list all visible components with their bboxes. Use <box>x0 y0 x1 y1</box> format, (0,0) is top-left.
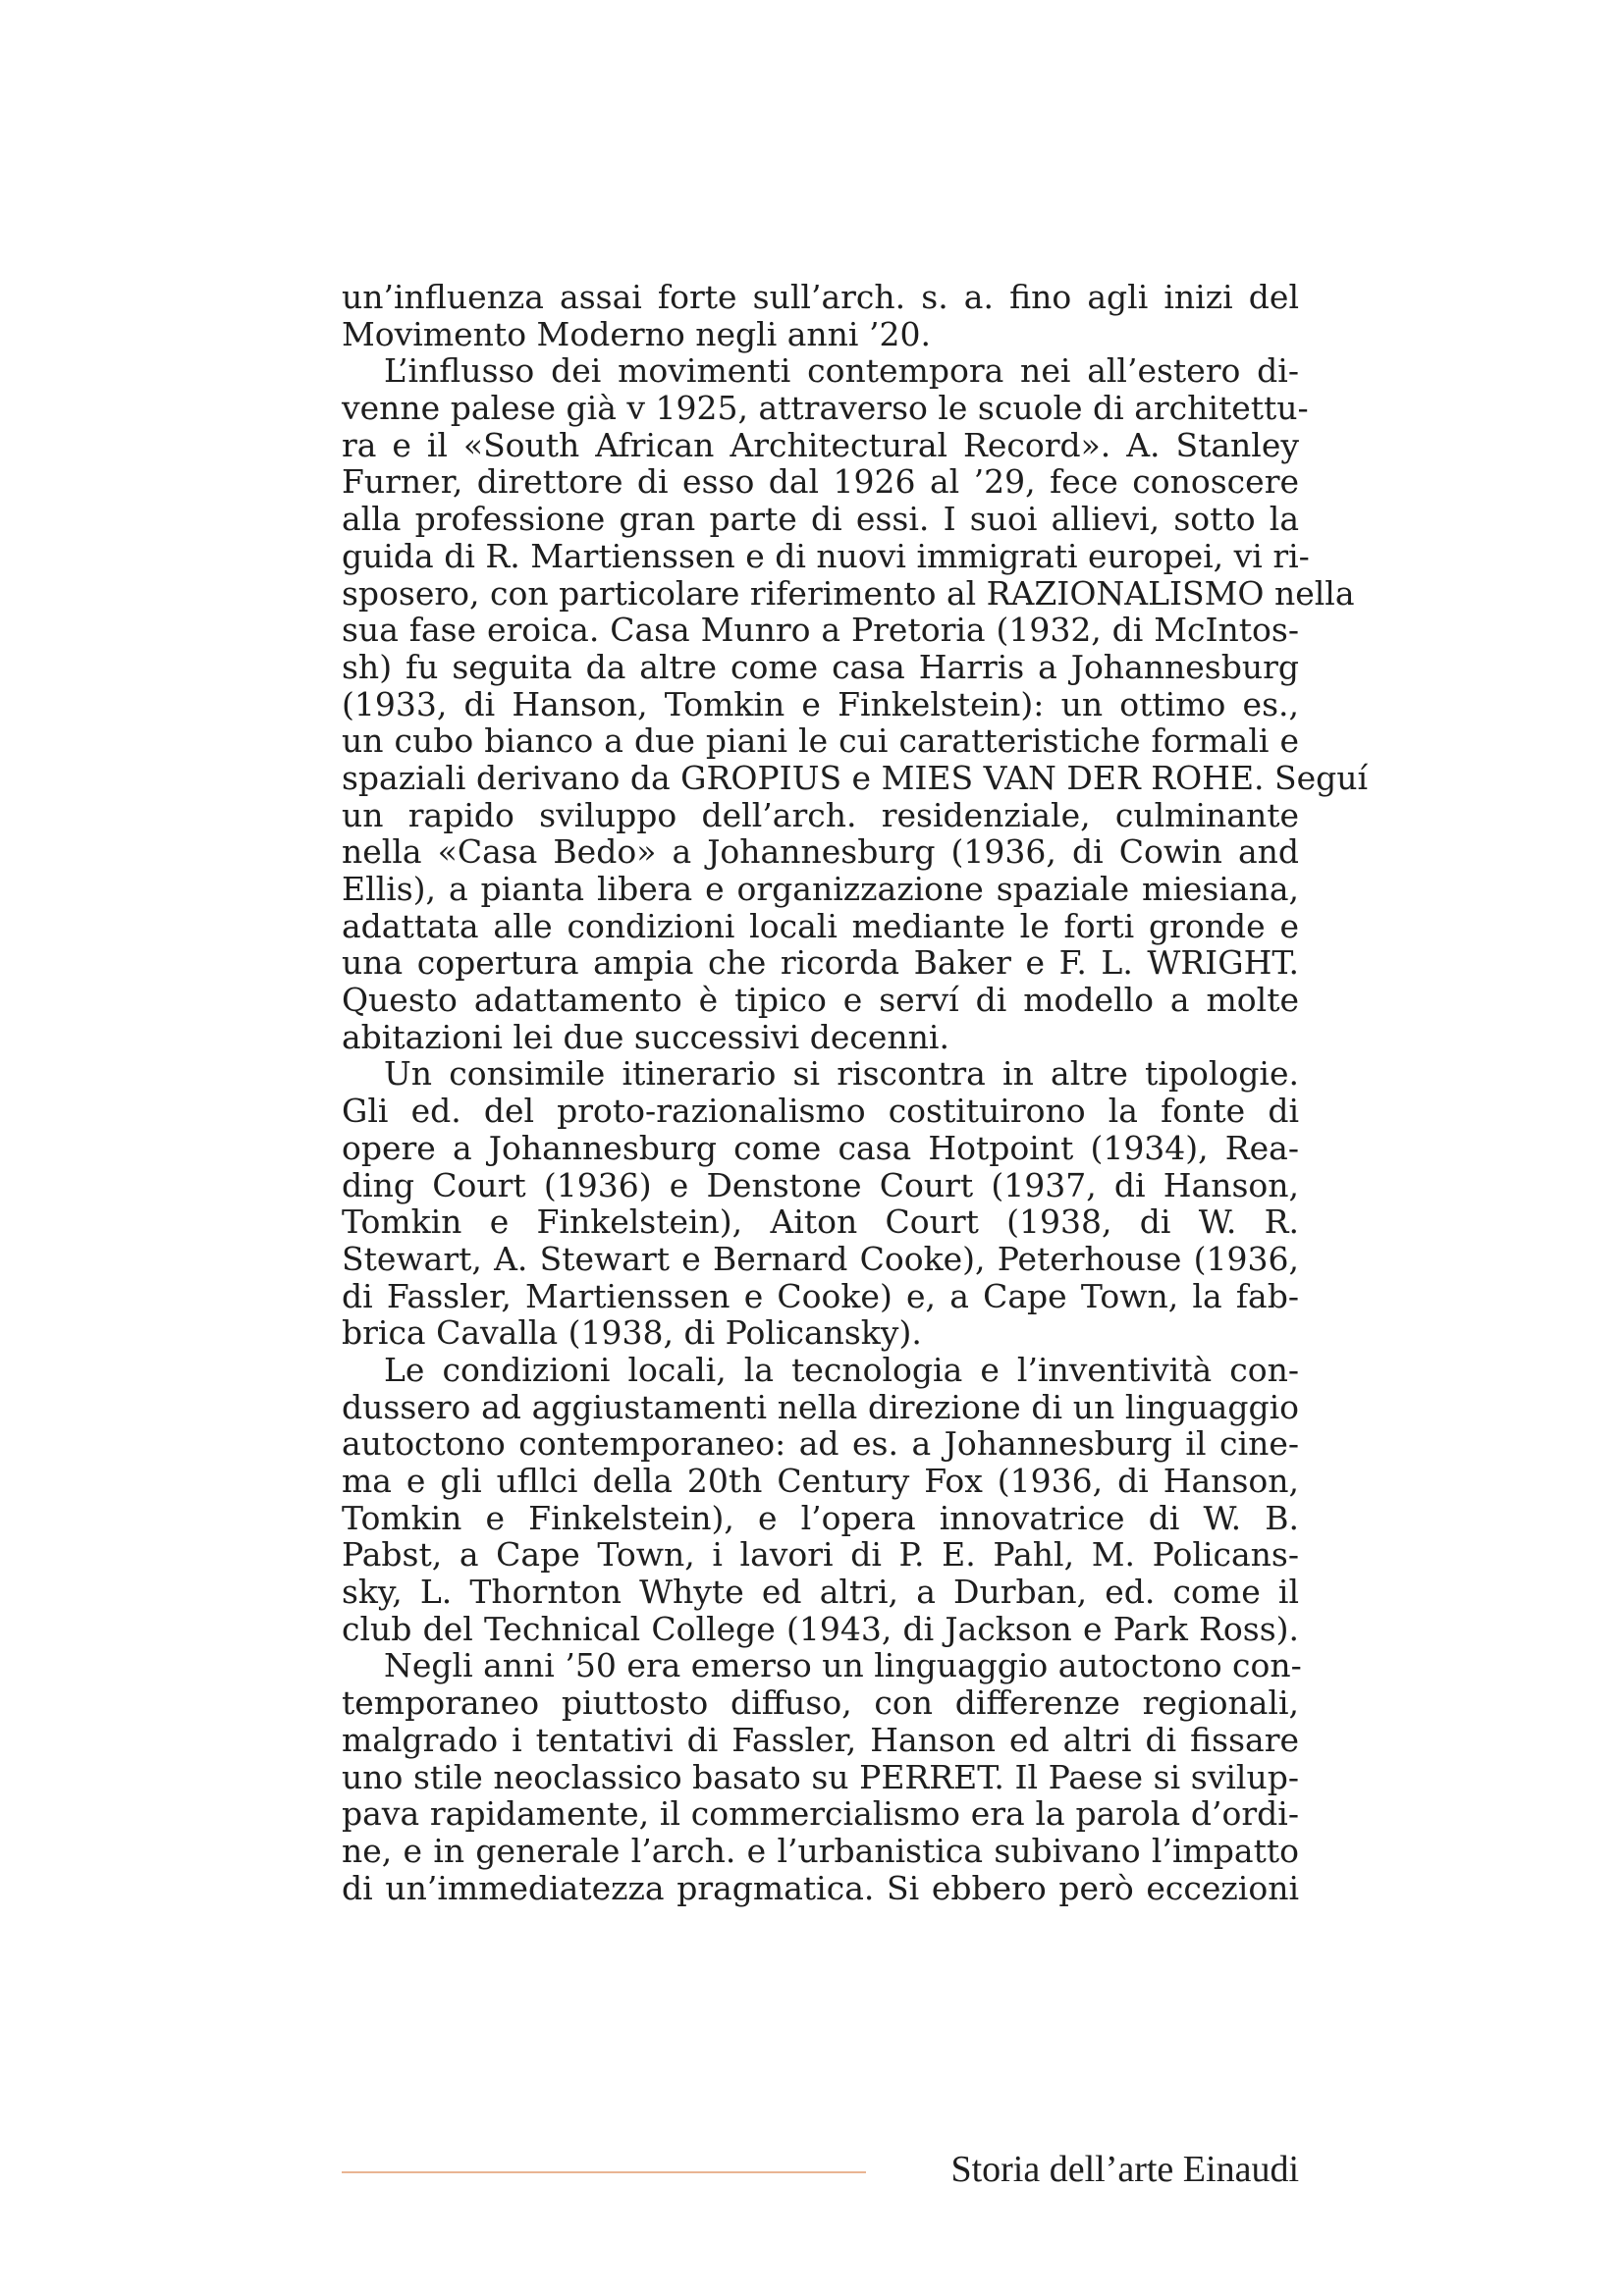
text-line: (1933, di Hanson, Tomkin e Finkelstein): un ottimo es., <box>342 684 1299 723</box>
text-line: una copertura ampia che ricorda Baker e F. L. WRIGHT. <box>342 943 1299 983</box>
text-line: Stewart, A. Stewart e Bernard Cooke), Peterhouse (1936, <box>342 1239 1299 1278</box>
text-line: spaziali derivano da GROPIUS e MIES VAN DER ROHE. Seguí <box>342 758 1369 797</box>
text-line: sky, L. Thornton Whyte ed altri, a Durban, ed. come il <box>342 1573 1299 1612</box>
text-line: uno stile neoclassico basato su PERRET. Il Paese si svilup- <box>342 1757 1299 1796</box>
text-line: club del Technical College (1943, di Jackson e Park Ross). <box>342 1609 1299 1648</box>
text-line: di un’immediatezza pragmatica. Si ebbero però eccezioni <box>342 1868 1299 1907</box>
footer-title: Storia dell’arte Einaudi <box>950 2149 1299 2190</box>
text-line: di Fassler, Martienssen e Cooke) e, a Cape Town, la fab- <box>342 1276 1299 1315</box>
text-line: Questo adattamento è tipico e serví di modello a molte <box>342 981 1299 1020</box>
text-line: opere a Johannesburg come casa Hotpoint (1934), Rea- <box>342 1128 1299 1167</box>
text-line: L’influsso dei movimenti contempora nei all’estero di- <box>384 351 1299 391</box>
text-line: alla professione gran parte di essi. I suoi allievi, sotto la <box>342 500 1299 539</box>
text-line: Un consimile itinerario si riscontra in altre tipologie. <box>384 1054 1299 1094</box>
text-line: ma e gli ufllci della 20th Century Fox (1936, di Hanson, <box>342 1462 1299 1500</box>
text-line: un cubo bianco a due piani le cui caratteristiche formali e <box>342 721 1299 761</box>
text-line: Ellis), a pianta libera e organizzazione spaziale miesiana, <box>342 870 1299 908</box>
text-line: malgrado i tentativi di Fassler, Hanson ed altri di fissare <box>342 1720 1299 1759</box>
text-line: dussero ad aggiustamenti nella direzione di un linguaggio <box>342 1387 1299 1426</box>
text-line: guida di R. Martienssen e di nuovi immigrati europei, vi ri- <box>342 536 1310 575</box>
text-line: abitazioni lei due successivi decenni. <box>342 1017 949 1056</box>
text-line: Gli ed. del proto-razionalismo costituirono la fonte di <box>342 1092 1299 1131</box>
text-line: Movimento Moderno negli anni ’20. <box>342 314 931 353</box>
text-line: Furner, direttore di esso dal 1926 al ’29, fece conoscere <box>342 462 1299 502</box>
text-line: temporaneo piuttosto diffuso, con differenze regionali, <box>342 1683 1299 1723</box>
text-line: sposero, con particolare riferimento al RAZIONALISMO nella <box>342 573 1355 613</box>
text-line: brica Cavalla (1938, di Policansky). <box>342 1313 922 1353</box>
text-line: un rapido sviluppo dell’arch. residenziale, culminante <box>342 795 1299 834</box>
body-text <box>342 278 1369 1907</box>
footer-rule <box>342 2171 866 2173</box>
text-line: Le condizioni locali, la tecnologia e l’inventività con- <box>384 1350 1299 1389</box>
text-line: Negli anni ’50 era emerso un linguaggio autoctono con- <box>384 1646 1302 1685</box>
text-line: Tomkin e Finkelstein), Aiton Court (1938, di W. R. <box>342 1202 1299 1242</box>
text-line: pava rapidamente, il commercialismo era la parola d’ordi- <box>342 1794 1299 1834</box>
text-line: un’influenza assai forte sull’arch. s. a. fino agli inizi del <box>342 278 1299 316</box>
text-line: venne palese già v 1925, attraverso le scuole di architettu- <box>342 389 1309 428</box>
text-line: adattata alle condizioni locali mediante le forti gronde e <box>342 906 1299 945</box>
text-line: sh) fu seguita da altre come casa Harris a Johannesburg <box>342 647 1299 686</box>
text-line: ra e il «South African Architectural Record». A. Stanley <box>342 425 1299 464</box>
text-line: Tomkin e Finkelstein), e l’opera innovatrice di W. B. <box>342 1498 1299 1537</box>
text-line: Pabst, a Cape Town, i lavori di P. E. Pahl, M. Policans- <box>342 1535 1299 1575</box>
text-line: ne, e in generale l’arch. e l’urbanistica subivano l’impatto <box>342 1831 1299 1870</box>
text-line: nella «Casa Bedo» a Johannesburg (1936, di Cowin and <box>342 832 1299 872</box>
text-line: ding Court (1936) e Denstone Court (1937, di Hanson, <box>342 1165 1299 1204</box>
text-line: autoctono contemporaneo: ad es. a Johannesburg il cine- <box>342 1424 1299 1464</box>
text-line: sua fase eroica. Casa Munro a Pretoria (1932, di McIntos- <box>342 611 1299 650</box>
